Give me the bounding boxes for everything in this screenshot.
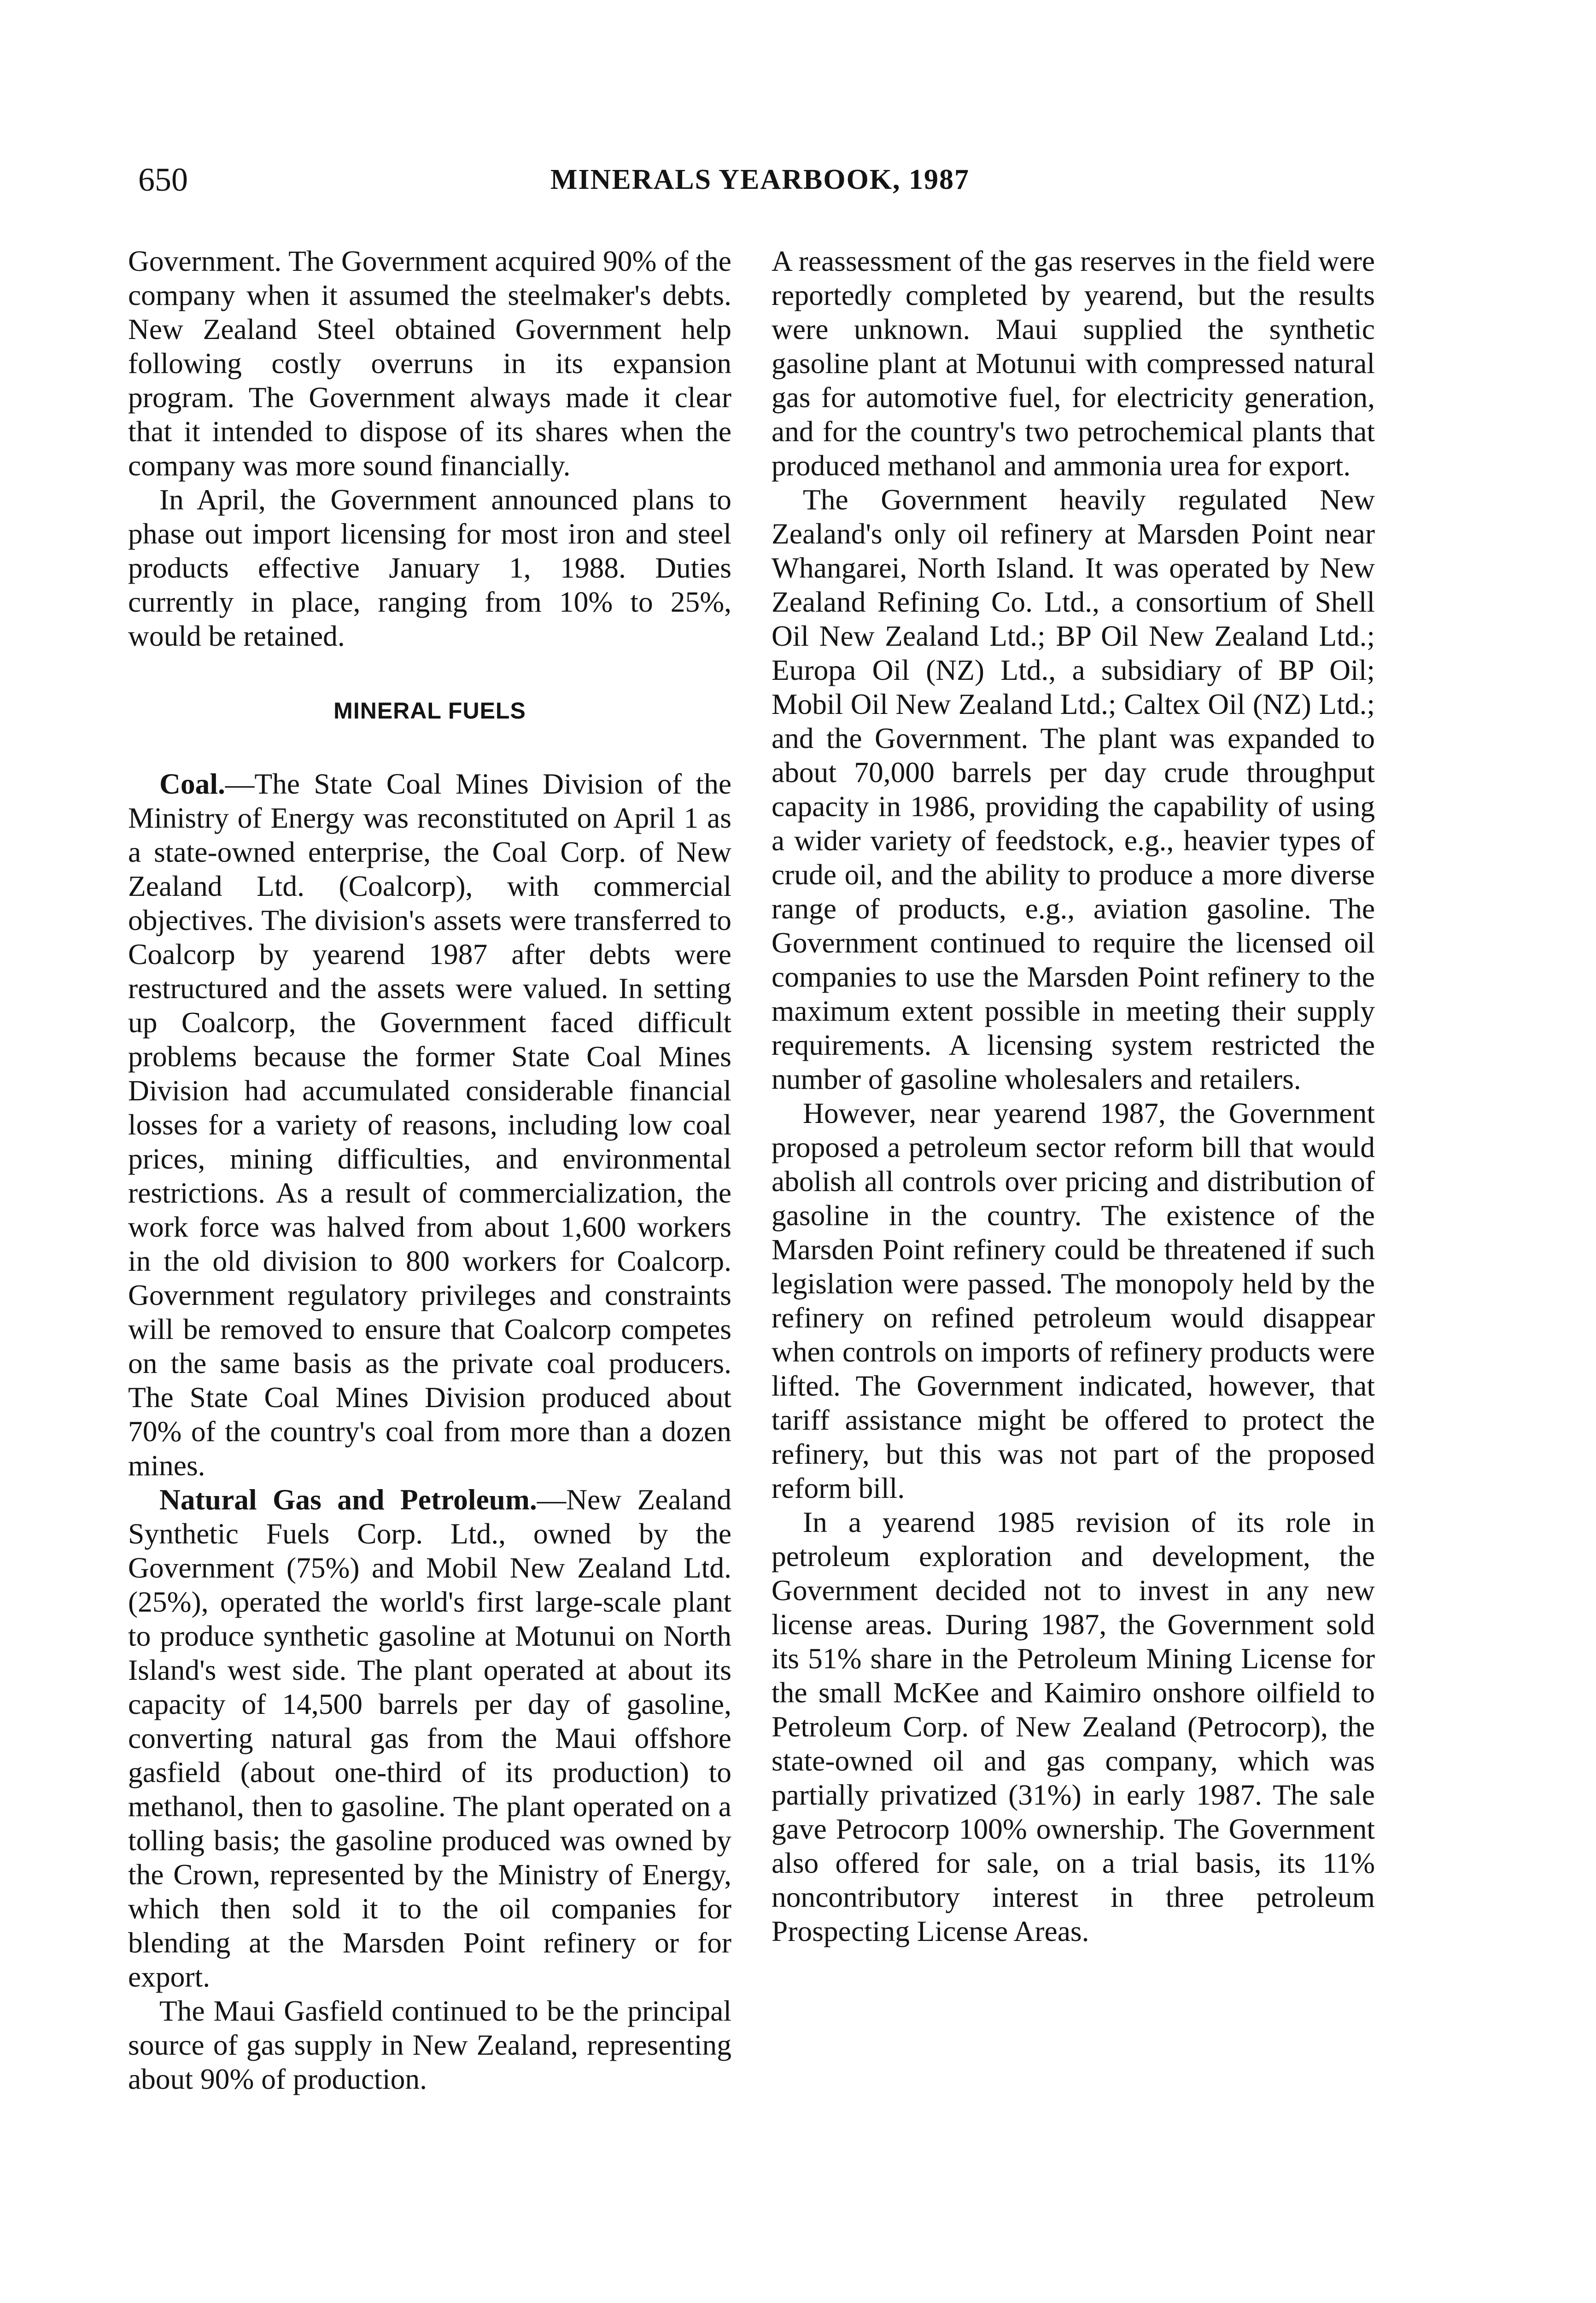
running-head: MINERALS YEARBOOK, 1987 <box>550 164 970 195</box>
right-column <box>772 244 1375 1948</box>
coal-run-in-heading: Coal. <box>159 767 225 800</box>
paragraph-gas-reserves: A reassessment of the gas reserves in the field were reportedly completed by yearend, but the results were unknown. Maui supplied the synthetic gasoline plant at Motunui with compressed natural gas for automotive fuel, for electricity generation, and for the country's two petrochemical plants that produced methanol and ammonia urea for export. <box>772 245 1375 482</box>
paragraph-reform-bill: However, near yearend 1987, the Government proposed a petroleum sector reform bill that would abolish all controls over pricing and distribution of gasoline in the country. The existence of the Marsden Point refinery could be threatened if such legislation were passed. The monopoly held by the refinery on refined petroleum would disappear when controls on imports of refinery products were lifted. The Government indicated, however, that tariff assistance might be offered to protect the refinery, but this was not part of the proposed reform bill. <box>772 1097 1375 1504</box>
paragraph-natural-gas <box>128 1483 731 1994</box>
paragraph-steel-continued: Government. The Government acquired 90% of the company when it assumed the steelmaker's debts. New Zealand Steel obtained Government help following costly overruns in its expansion program. The Government always made it clear that it intended to dispose of its shares when the company was more sound financially. <box>128 245 731 482</box>
natural-gas-run-in-heading: Natural Gas and Petroleum. <box>159 1483 537 1516</box>
coal-text: —The State Coal Mines Division of the Ministry of Energy was reconstituted on April 1 as a state-owned enterprise, the Coal Corp. of New Zealand Ltd. (Coalcorp), with commercial objectives. The division's assets were transferred to Coalcorp by yearend 1987 after debts were restructured and the assets were valued. In setting up Coalcorp, the Government faced difficult problems because the former State Coal Mines Division had accumulated considerable financial losses for a variety of reasons, including low coal prices, mining difficulties, and environmental restrictions. As a result of commercialization, the work force was halved from about 1,600 workers in the old division to 800 workers for Coalcorp. Government regulatory privileges and constraints will be removed to ensure that Coalcorp competes on the same basis as the private coal producers. The State Coal Mines Division produced about 70% of the country's coal from more than a dozen mines. <box>128 767 731 1482</box>
paragraph-import-licensing: In April, the Government announced plans to phase out import licensing for most iron and steel products effective January 1, 1988. Duties currently in place, ranging from 10% to 25%, would be retained. <box>128 483 731 652</box>
section-heading-mineral-fuels: MINERAL FUELS <box>333 698 526 724</box>
left-column <box>128 244 731 2096</box>
paragraph-exploration: In a yearend 1985 revision of its role in petroleum exploration and development, the Government decided not to invest in any new license areas. During 1987, the Government sold its 51% share in the Petroleum Mining License for the small McKee and Kaimiro onshore oilfield to Petroleum Corp. of New Zealand (Petrocorp), the state-owned oil and gas company, which was partially privatized (31%) in early 1987. The sale gave Petrocorp 100% ownership. The Government also offered for sale, on a trial basis, its 11% noncontributory interest in three petroleum Prospecting License Areas. <box>772 1506 1375 1947</box>
page-header <box>138 159 1382 200</box>
paragraph-maui-gasfield: The Maui Gasfield continued to be the principal source of gas supply in New Zealand, representing about 90% of production. <box>128 1994 731 2095</box>
paragraph-coal <box>128 767 731 1483</box>
page-number: 650 <box>138 161 188 198</box>
natural-gas-text: —New Zealand Synthetic Fuels Corp. Ltd., owned by the Government (75%) and Mobil New Zealand Ltd. (25%), operated the world's first large-scale plant to produce synthetic gasoline at Motunui on North Island's west side. The plant operated at about its capacity of 14,500 barrels per day of gasoline, converting natural gas from the Maui offshore gasfield (about one-third of its production) to methanol, then to gasoline. The plant operated on a tolling basis; the gasoline produced was owned by the Crown, represented by the Ministry of Energy, which then sold it to the oil companies for blending at the Marsden Point refinery or for export. <box>128 1483 732 1993</box>
paragraph-oil-refinery: The Government heavily regulated New Zealand's only oil refinery at Marsden Point near Whangarei, North Island. It was operated by New Zealand Refining Co. Ltd., a consortium of Shell Oil New Zealand Ltd.; BP Oil New Zealand Ltd.; Europa Oil (NZ) Ltd., a subsidiary of BP Oil; Mobil Oil New Zealand Ltd.; Caltex Oil (NZ) Ltd.; and the Government. The plant was expanded to about 70,000 barrels per day crude throughput capacity in 1986, providing the capability of using a wider variety of feedstock, e.g., heavier types of crude oil, and the ability to produce a more diverse range of products, e.g., aviation gasoline. The Government continued to require the licensed oil companies to use the Marsden Point refinery to the maximum extent possible in meeting their supply requirements. A licensing system restricted the number of gasoline wholesalers and retailers. <box>772 483 1375 1095</box>
